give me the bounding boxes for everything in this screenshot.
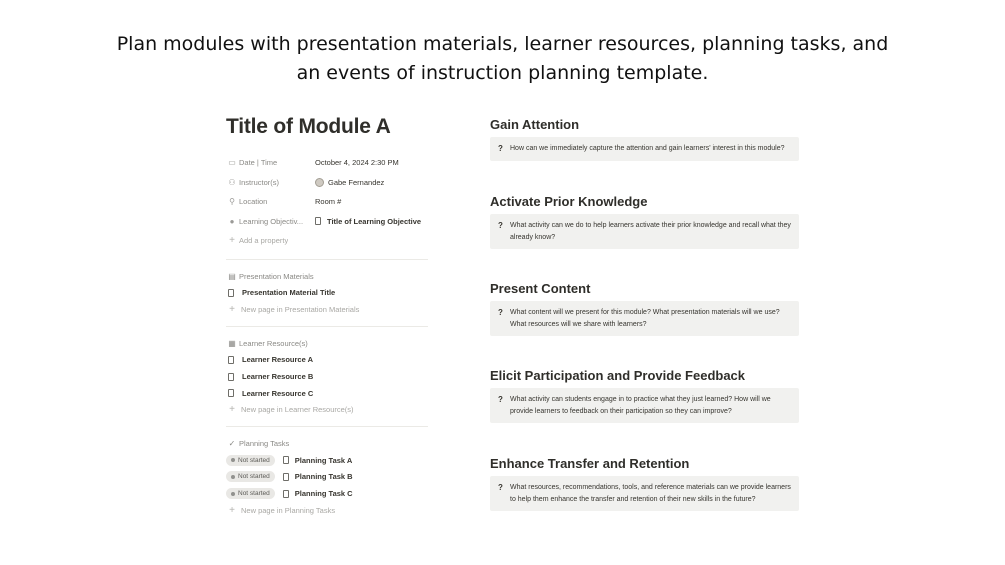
headline-line-1: Plan modules with presentation materials, learner resources, planning tasks, and (116, 33, 889, 55)
question-icon: ? (498, 395, 503, 404)
list-item[interactable] (226, 285, 428, 302)
plus-icon: + (229, 303, 235, 315)
callout[interactable] (490, 388, 799, 423)
task-row[interactable] (226, 485, 428, 502)
question-icon: ? (498, 308, 503, 317)
divider (226, 426, 428, 427)
status-label: Not started (238, 490, 270, 498)
section-title: Learner Resource(s) (239, 338, 308, 348)
document-icon (228, 373, 234, 381)
list-item[interactable] (226, 385, 428, 402)
new-page-label: New page in Learner Resource(s) (241, 405, 354, 415)
task-row[interactable] (226, 452, 428, 469)
event-activate-prior-knowledge (490, 193, 799, 249)
section-header[interactable] (226, 268, 428, 285)
event-gain-attention (490, 116, 799, 161)
callout-text: What activity can we do to help learners activate their prior knowledge and recall what they already know? (510, 222, 791, 241)
property-value: Gabe Fernandez (328, 177, 385, 187)
new-page-button[interactable] (226, 502, 428, 519)
property-location[interactable] (226, 192, 428, 212)
property-date-time[interactable] (226, 153, 428, 173)
status-dot-icon (231, 492, 235, 496)
status-badge[interactable] (226, 455, 275, 466)
status-dot-icon (231, 458, 235, 462)
task-title: Planning Task C (294, 489, 353, 499)
add-property-label: Add a property (239, 236, 289, 246)
callout-text: What content will we present for this module? What presentation materials will we use? What resources will we share with learners? (510, 309, 780, 328)
property-key: Location (239, 197, 268, 207)
document-icon (283, 456, 289, 464)
page-title[interactable]: Title of Module A (226, 115, 391, 138)
property-key: Date | Time (239, 158, 278, 168)
new-page-button[interactable] (226, 301, 428, 318)
event-present-content (490, 280, 799, 336)
new-page-button[interactable] (226, 401, 428, 418)
new-page-label: New page in Planning Tasks (241, 505, 336, 515)
item-title: Learner Resource C (242, 388, 314, 398)
property-instructors[interactable] (226, 173, 428, 193)
learner-resources-section (226, 335, 428, 418)
status-dot-icon (231, 475, 235, 479)
checkmark-icon: ✓ (228, 439, 236, 449)
document-icon (283, 473, 289, 481)
event-heading: Present Content (490, 281, 591, 296)
event-heading: Activate Prior Knowledge (490, 194, 648, 209)
headline-line-2: an events of instruction planning template. (296, 62, 709, 84)
item-title: Presentation Material Title (242, 288, 336, 298)
document-icon (228, 289, 234, 297)
people-icon: ⚇ (228, 177, 236, 187)
module-page (226, 113, 428, 518)
event-elicit-participation (490, 367, 799, 423)
status-badge[interactable] (226, 471, 275, 482)
document-icon (228, 356, 234, 364)
plus-icon: + (229, 504, 235, 516)
list-item[interactable] (226, 352, 428, 369)
planning-tasks-section (226, 435, 428, 518)
callout[interactable] (490, 137, 799, 161)
question-icon: ? (498, 221, 503, 230)
status-label: Not started (238, 473, 270, 481)
add-property-button[interactable] (226, 231, 428, 251)
properties-list (226, 153, 428, 251)
divider (226, 259, 428, 260)
question-icon: ? (498, 144, 503, 153)
new-page-label: New page in Presentation Materials (241, 304, 360, 314)
pin-icon: ⚲ (229, 197, 235, 207)
list-item[interactable] (226, 368, 428, 385)
property-key: Learning Objectiv... (239, 216, 304, 226)
callout[interactable] (490, 214, 799, 249)
archive-icon: ▦ (228, 338, 236, 348)
property-learning-objective[interactable] (226, 212, 428, 232)
property-key: Instructor(s) (239, 177, 280, 187)
table-icon: ▤ (228, 271, 236, 281)
item-title: Learner Resource B (242, 372, 314, 382)
task-title: Planning Task B (294, 472, 353, 482)
headline (0, 30, 1005, 88)
section-header[interactable] (226, 335, 428, 352)
circle-icon: ● (229, 216, 235, 226)
document-icon (315, 217, 321, 225)
avatar (315, 178, 324, 187)
plus-icon: + (229, 404, 235, 416)
event-enhance-transfer (490, 455, 799, 511)
callout-text: What resources, recommendations, tools, and reference materials can we provide learners to help them enhance the transfer and retention of their new skills in the future? (510, 484, 791, 503)
plus-icon: + (229, 235, 235, 247)
event-heading: Gain Attention (490, 117, 580, 132)
property-value: Title of Learning Objective (327, 216, 422, 226)
event-heading: Enhance Transfer and Retention (490, 456, 690, 471)
status-label: Not started (238, 456, 270, 464)
item-title: Learner Resource A (242, 355, 314, 365)
event-heading: Elicit Participation and Provide Feedback (490, 368, 746, 383)
section-title: Planning Tasks (239, 439, 290, 449)
calendar-icon: ▭ (228, 158, 236, 168)
status-badge[interactable] (226, 488, 275, 499)
callout[interactable] (490, 476, 799, 511)
callout-text: What activity can students engage in to practice what they just learned? How will we provide learners to feedback on their participation so they can improve? (510, 396, 771, 415)
document-icon (283, 490, 289, 498)
task-title: Planning Task A (294, 455, 353, 465)
presentation-materials-section (226, 268, 428, 318)
section-header[interactable] (226, 435, 428, 452)
property-value[interactable]: October 4, 2024 2:30 PM (315, 158, 399, 168)
question-icon: ? (498, 483, 503, 492)
document-icon (228, 389, 234, 397)
divider (226, 326, 428, 327)
section-title: Presentation Materials (239, 271, 314, 281)
property-value[interactable]: Room # (315, 197, 342, 207)
callout-text: How can we immediately capture the attention and gain learners' interest in this module? (510, 145, 785, 152)
callout[interactable] (490, 301, 799, 336)
task-row[interactable] (226, 469, 428, 486)
